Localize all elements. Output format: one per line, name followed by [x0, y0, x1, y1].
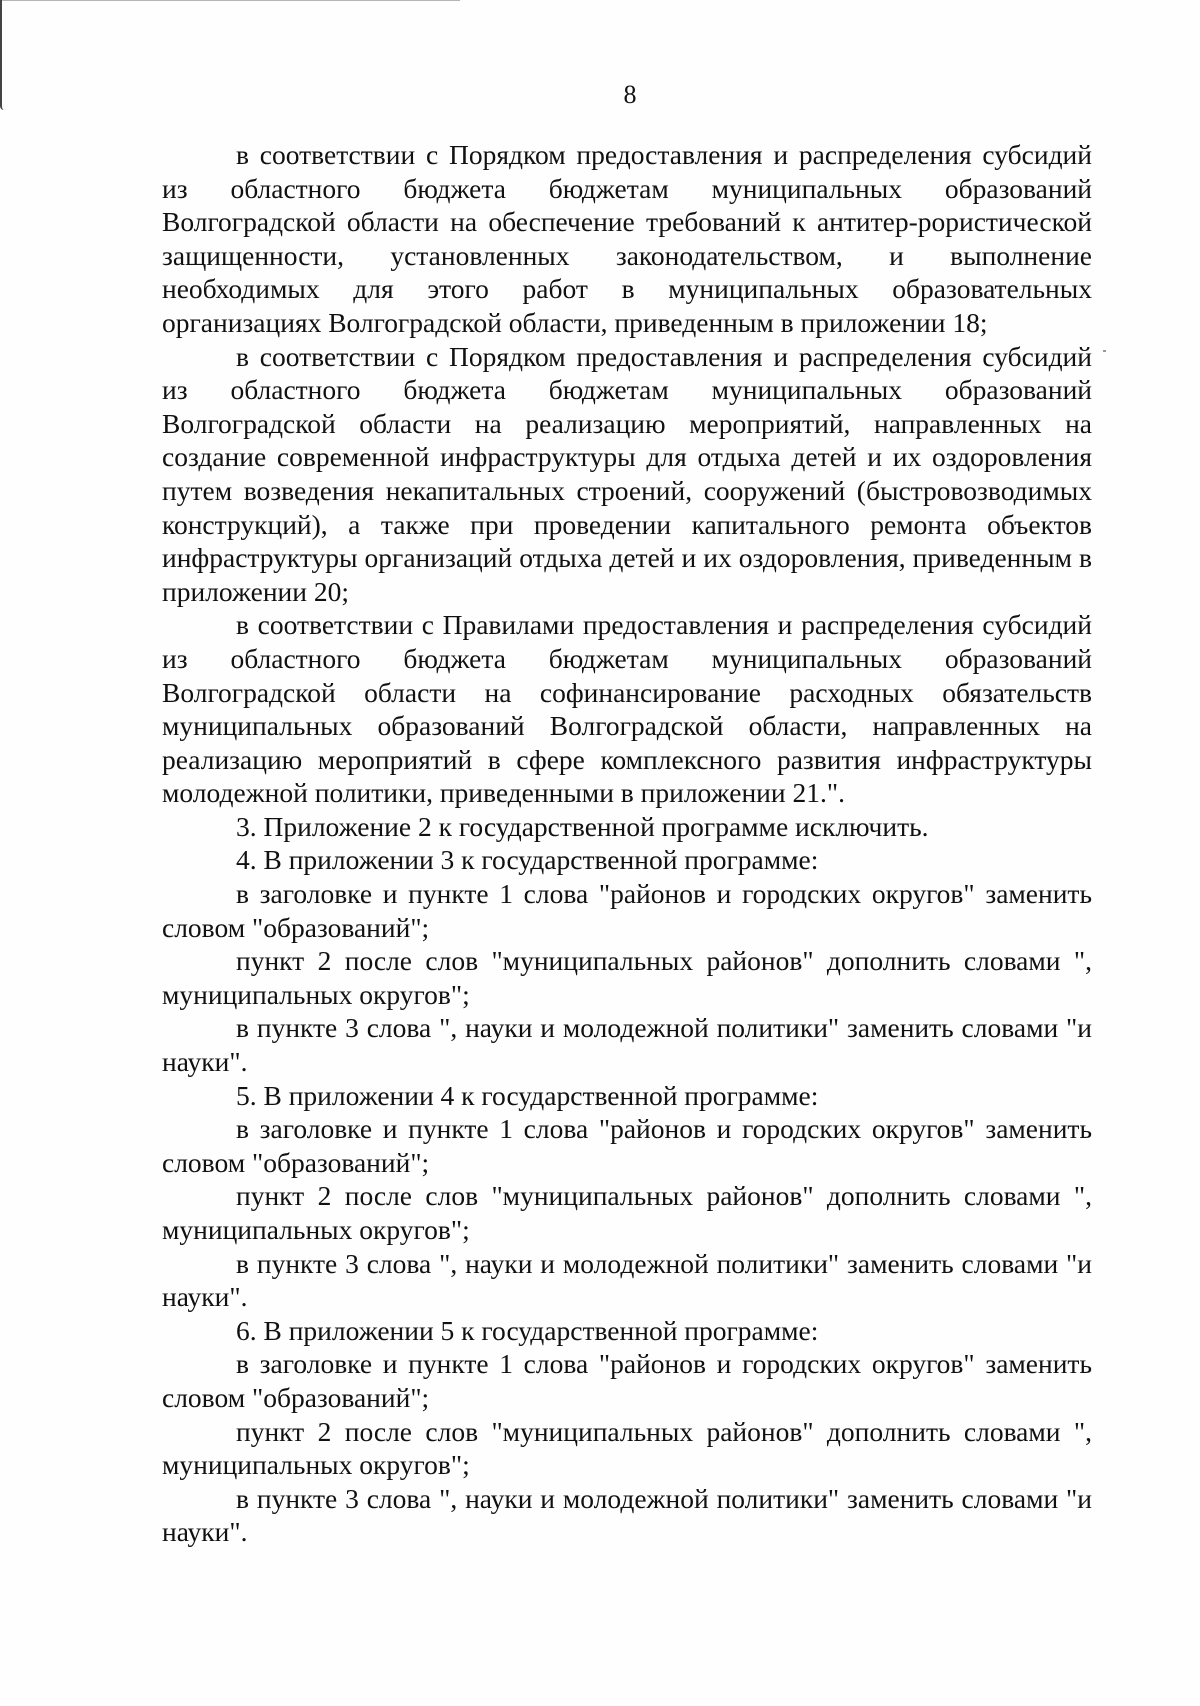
- paragraph: в заголовке и пункте 1 слова "районов и городских округов" заменить словом "образований";: [162, 878, 1092, 943]
- paragraph: в пункте 3 слова ", науки и молодежной политики" заменить словами "и науки".: [162, 1012, 1092, 1078]
- paragraph: в соответствии с Порядком предоставления и распределения субсидий из областного бюджета бюджетам муниципальных образований Волгоградской области на обеспечение требований к антитер-рористической защищенности, установленных законодательством, и выполнение необходимых для этого работ в муниципальных образовательных организациях Волгоградской области, приведенным в приложении 18;: [162, 139, 1092, 338]
- paragraph: 4. В приложении 3 к государственной программе:: [236, 844, 819, 876]
- scan-edge-line: [0, 0, 460, 1]
- paragraph: в соответствии с Правилами предоставления и распределения субсидий из областного бюджета бюджетам муниципальных образований Волгоградской области на софинансирование расходных обязательств муниципальных образований Волгоградской области, направленных на реализацию мероприятий в сфере комплексного развития инфраструктуры молодежной политики, приведенными в приложении 21.".: [162, 609, 1092, 809]
- page-number: 8: [623, 80, 637, 109]
- paragraph: в пункте 3 слова ", науки и молодежной политики" заменить словами "и науки".: [162, 1482, 1092, 1548]
- paragraph: в заголовке и пункте 1 слова "районов и городских округов" заменить словом "образований";: [162, 1348, 1092, 1413]
- scan-speck: [1103, 350, 1106, 352]
- paragraph: 6. В приложении 5 к государственной программе:: [236, 1314, 819, 1346]
- paragraph: 5. В приложении 4 к государственной программе:: [236, 1079, 819, 1111]
- paragraph: 3. Приложение 2 к государственной программе исключить.: [236, 810, 929, 842]
- document-body: [162, 138, 1092, 1549]
- paragraph: в заголовке и пункте 1 слова "районов и городских округов" заменить словом "образований";: [162, 1113, 1092, 1178]
- paragraph: пункт 2 после слов "муниципальных районов" дополнить словами ", муниципальных округов";: [162, 945, 1092, 1010]
- paragraph: в соответствии с Порядком предоставления и распределения субсидий из областного бюджета бюджетам муниципальных образований Волгоградской области на реализацию мероприятий, направленных на создание современной инфраструктуры для отдыха детей и их оздоровления путем возведения некапитальных строений, сооружений (быстровозводимых конструкций), а также при проведении капитального ремонта объектов инфраструктуры организаций отдыха детей и их оздоровления, приведенным в приложении 20;: [162, 340, 1092, 607]
- paragraph: пункт 2 после слов "муниципальных районов" дополнить словами ", муниципальных округов";: [162, 1180, 1092, 1245]
- paragraph: пункт 2 после слов "муниципальных районов" дополнить словами ", муниципальных округов";: [162, 1415, 1092, 1481]
- paragraph: в пункте 3 слова ", науки и молодежной политики" заменить словами "и науки".: [162, 1247, 1092, 1313]
